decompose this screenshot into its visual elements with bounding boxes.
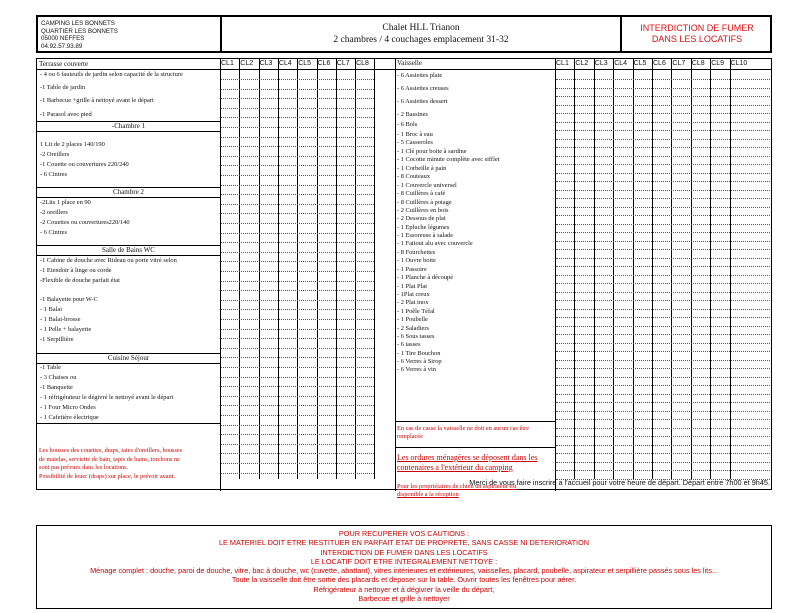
check-row: [556, 164, 770, 165]
check-row: [221, 367, 374, 368]
check-row: [221, 386, 374, 387]
check-row: [556, 147, 770, 148]
dish-item: - 6 Verres à vin: [397, 366, 436, 373]
deposit-rule-line: Toute la vaisselle doit être sortie des placards et deposer sur la table. Ouvrir toutes les fenêtres pour aérer.: [231, 575, 577, 585]
column-header: CL7: [672, 60, 686, 67]
divider-line: [278, 59, 279, 479]
check-row: [556, 419, 770, 420]
chalet-name: Chalet HLL Trianon: [382, 23, 460, 33]
check-row: [221, 261, 374, 262]
inventory-item: - 1 réfrigérateur le dégivré le nettoyé avant le départ: [40, 394, 174, 401]
inventory-item: -1 Barbecue +grille à nettoyé avant le départ: [40, 97, 154, 104]
section-heading: Vaisselle: [397, 59, 422, 67]
column-header: CL5: [298, 60, 312, 67]
check-row: [556, 360, 770, 361]
deposit-rule-line: Barbecue et grille à nettoyer: [358, 594, 450, 604]
linen-note: de matelas, serviette de bain, tapis de bains, torchons ne: [39, 455, 180, 463]
check-row: [221, 453, 374, 454]
check-row: [556, 156, 770, 157]
check-row: [221, 463, 374, 464]
check-row: [221, 338, 374, 339]
dish-item: - 6 tasses: [397, 341, 421, 348]
check-row: [556, 113, 770, 114]
dish-item: - 1 Broc à eau: [397, 131, 433, 138]
inventory-item: -2Lits 1 place en 90: [40, 199, 91, 206]
check-row: [221, 89, 374, 90]
column-header: CL9: [711, 60, 725, 67]
inventory-item: - 4 ou 6 fauteuils de jardin selon capacité de la structure: [40, 71, 183, 78]
column-header: CL2: [240, 60, 254, 67]
column-header: CL4: [278, 60, 292, 67]
inventory-item: - 3 Chaises ou: [40, 374, 77, 381]
check-row: [556, 190, 770, 191]
check-row: [221, 319, 374, 320]
check-row: [556, 445, 770, 446]
inventory-item: -1 Parasol avec pied: [40, 111, 92, 118]
inventory-item: -1 Cabine de douche avec Rideau ou porte vitré selon: [40, 257, 177, 264]
inventory-item: - 1 Four Micro Ondes: [40, 404, 96, 411]
dish-item: - 1 Cocotte minute complète avec sifflet: [397, 156, 500, 163]
check-row: [556, 224, 770, 225]
inventory-item: -1 Etendoir à linge ou corde: [40, 267, 112, 274]
deposit-rule-line: LE MATERIEL DOIT ETRE RESTITUER EN PARFAIT ETAT DE PROPRETE, SANS CASSE NI DETERIORATION: [218, 538, 590, 548]
dish-item: - 6 Sous tasses: [397, 333, 435, 340]
dish-item: - 2 Plat inox: [397, 299, 429, 306]
dish-item: - 1 Tire Bouchon: [397, 350, 441, 357]
divider-line: [37, 423, 220, 424]
inventory-item: - 1 Pelle + balayette: [40, 326, 92, 333]
dish-item: - 8 Couteaux: [397, 173, 431, 180]
dish-item: - 6 Verres à Sirop: [397, 358, 442, 365]
deposit-rule-line: Ménage complet : douche, paroi de douche, vitre, bac à douche, wc (cuvette, abattant), vitres intérieures et extérieures, vaisselles, placard, poubelle, aspirateur et serpillière passés sous les lits...: [90, 566, 718, 576]
inventory-item: -1 Couette ou couvertures 220/240: [40, 161, 129, 168]
check-row: [556, 436, 770, 437]
dish-item: - 1 Epluche légumes: [397, 224, 450, 231]
check-row: [556, 249, 770, 250]
check-row: [556, 122, 770, 123]
inventory-item: -1 Banquette: [40, 384, 73, 391]
deposit-rule-line: POUR RECUPERER VOS CAUTIONS :: [338, 529, 470, 538]
inventory-item: -2 Couettes ou couvertures220/140: [40, 219, 130, 226]
divider-line: [37, 187, 220, 188]
check-row: [556, 317, 770, 318]
divider-line: [37, 131, 220, 132]
check-row: [556, 275, 770, 276]
camping-name: CAMPING LES BONNETS: [41, 20, 115, 27]
deposit-rule-line: Réfrigérateur à nettoyer et à dégivrer la veille du départ,: [313, 584, 495, 594]
column-header: CL2: [575, 60, 589, 67]
chalet-subtitle: 2 chambres / 4 couchages emplacement 31-32: [333, 35, 509, 45]
chalet-title: [222, 22, 620, 46]
inventory-item: -1 Table de jardin: [40, 84, 86, 91]
divider-line: [239, 59, 240, 479]
column-header: CL6: [317, 60, 331, 67]
check-row: [221, 127, 374, 128]
inventory-item: - 1 Balai: [40, 306, 63, 313]
divider-line: [37, 363, 220, 364]
section-heading: Cuisine Séjour: [107, 354, 150, 362]
no-smoking-line: INTERDICTION DE FUMER: [640, 23, 754, 33]
camping-postal: 05000 NEFFES: [41, 35, 85, 42]
check-row: [556, 334, 770, 335]
deposit-rule-line: INTERDICTION DE FUMER DANS LES LOCATIFS: [320, 547, 488, 557]
check-row: [221, 348, 374, 349]
check-row: [221, 434, 374, 435]
divider-line: [37, 69, 771, 70]
section-heading: -Chambre 1: [111, 122, 146, 130]
divider-line: [374, 59, 375, 479]
check-row: [221, 329, 374, 330]
check-row: [221, 444, 374, 445]
check-row: [221, 377, 374, 378]
check-row: [221, 213, 374, 214]
check-row: [221, 146, 374, 147]
dish-item: - 1 Essoreuse à salade: [397, 232, 454, 239]
check-row: [556, 130, 770, 131]
divider-line: [37, 121, 220, 122]
check-row: [556, 96, 770, 97]
inventory-item: -1 Table: [40, 364, 61, 371]
inventory-item: 1 Lit de 2 places 140/190: [40, 141, 105, 148]
dish-item: - 2 Bassines: [397, 111, 428, 118]
column-header: CL10: [730, 60, 748, 67]
check-row: [556, 181, 770, 182]
check-row: [556, 402, 770, 403]
check-row: [556, 309, 770, 310]
check-row: [221, 137, 374, 138]
check-row: [556, 88, 770, 89]
dish-item: - 6 Assiettes dessert: [397, 98, 448, 105]
dish-item: - 1 Plat Plat: [397, 283, 427, 290]
check-row: [556, 326, 770, 327]
column-header: CL1: [556, 60, 569, 67]
check-row: [556, 462, 770, 463]
divider-line: [220, 59, 221, 491]
dish-item: - 1 Planche à découpé: [397, 274, 454, 281]
dish-item: - 2 Dessous de plat: [397, 215, 446, 222]
waste-note: Les ordures ménagères se déposent dans les: [397, 453, 538, 462]
check-row: [556, 207, 770, 208]
deposit-rule-line: LE LOCATIF DOIT ETRE INTEGRALEMENT NETTOYE :: [310, 556, 498, 566]
check-row: [556, 292, 770, 293]
check-row: [556, 428, 770, 429]
section-heading: Salle de Bains WC: [102, 246, 155, 254]
column-header: CL8: [356, 60, 369, 67]
camping-quartier: QUARTIER LES BONNETS: [41, 27, 118, 35]
dish-item: - 1 Poubelle: [397, 316, 428, 323]
column-header: CL4: [614, 60, 628, 67]
check-row: [221, 223, 374, 224]
check-row: [556, 377, 770, 378]
check-row: [221, 252, 374, 253]
departure-notice: Merci de vous faire inscrire a l'accueil pour votre heure de départ. Départ entre 7h00 et 9h45.: [469, 478, 770, 487]
check-row: [556, 368, 770, 369]
linen-note: Les housses des couettes, draps, taies d'oreillers, housses: [39, 447, 183, 454]
check-row: [556, 283, 770, 284]
inventory-item: -Flexible de douche parfait état: [40, 277, 120, 284]
check-row: [556, 198, 770, 199]
inventory-item: - 1 Balai-brosse: [40, 316, 81, 323]
check-row: [221, 271, 374, 272]
inventory-item: -1 Serpillière: [40, 336, 74, 343]
divider-line: [37, 197, 220, 198]
divider-line: [297, 59, 298, 479]
check-row: [221, 290, 374, 291]
linen-note: sont pas prévues dans les locations.: [39, 464, 129, 471]
check-row: [556, 79, 770, 80]
section-heading: Chambre 2: [113, 188, 144, 196]
broken-dishes-note: En cas de casse la vaisselle ne doit en aucun cas être: [397, 425, 530, 432]
camping-address: [41, 20, 118, 50]
check-row: [556, 266, 770, 267]
camping-phone: 04.92.57.93.89: [41, 42, 83, 50]
dish-item: - 2 Cuillères en bois: [397, 207, 449, 214]
deposit-rules: [36, 525, 772, 609]
inventory-item: - 6 Cintres: [40, 171, 67, 178]
check-row: [221, 425, 374, 426]
dish-item: - 8 Cuillères à potage: [397, 199, 452, 206]
broken-dishes-note: remplacée: [397, 433, 423, 440]
check-row: [556, 232, 770, 233]
inventory-table: [36, 58, 772, 498]
column-header: CL8: [691, 60, 705, 67]
divider-line: [395, 59, 396, 491]
check-row: [221, 79, 374, 80]
inventory-item: -1 Balayette pour W-C: [40, 296, 98, 303]
dog-owner-note: disponible a la réception: [397, 491, 459, 498]
divider-line: [37, 255, 220, 256]
check-row: [556, 343, 770, 344]
inventory-item: - 6 Cintres: [40, 229, 67, 236]
divider-line: [37, 353, 220, 354]
header-box: [36, 15, 772, 53]
inventory-item: -2 Oreillers: [40, 151, 70, 158]
dish-item: - 1 Ouvre boite: [397, 257, 436, 264]
dish-item: - 8 Cuillères à café: [397, 190, 446, 197]
waste-note: contenaires a l'extérieur du camping: [397, 463, 513, 472]
check-row: [556, 258, 770, 259]
check-row: [221, 156, 374, 157]
dish-item: - 1Plat creux: [397, 291, 430, 298]
dish-item: - 6 Bols: [397, 121, 418, 128]
dish-item: - 6 Assiettes creuses: [397, 85, 449, 92]
divider-line: [37, 245, 220, 246]
check-row: [556, 351, 770, 352]
check-row: [221, 415, 374, 416]
no-smoking-line: DANS LES LOCATIFS: [651, 34, 743, 44]
section-heading: Terrasse couverte: [39, 60, 89, 68]
linen-note: Possibilité de louer (draps) sur place, le prévoir avant.: [39, 472, 176, 480]
check-row: [556, 394, 770, 395]
inventory-item: -2 oreillers: [40, 209, 68, 216]
check-row: [221, 185, 374, 186]
dish-item: - 5 Casseroles: [397, 139, 433, 146]
dish-item: - 1 Corbeille à pain: [397, 165, 447, 172]
check-row: [221, 108, 374, 109]
check-row: [221, 309, 374, 310]
check-row: [221, 204, 374, 205]
column-header: CL1: [221, 60, 234, 67]
check-row: [221, 98, 374, 99]
divider-line: [395, 421, 555, 422]
dish-item: - 1 Faitout alu avec couvercle: [397, 240, 473, 247]
check-row: [556, 173, 770, 174]
column-header: CL3: [259, 60, 273, 67]
dish-item: - 8 Fourchettes: [397, 249, 436, 256]
column-header: CL3: [594, 60, 608, 67]
divider-line: [317, 59, 318, 479]
check-row: [221, 357, 374, 358]
column-header: CL7: [336, 60, 350, 67]
dish-item: - 2 Saladiers: [397, 325, 429, 332]
check-row: [556, 105, 770, 106]
divider-line: [395, 447, 555, 448]
check-row: [221, 194, 374, 195]
check-row: [556, 453, 770, 454]
column-header: CL6: [653, 60, 666, 67]
check-row: [556, 215, 770, 216]
dog-owner-note: Pour les propriétaires de chien un aspirateur est: [397, 483, 517, 490]
check-row: [221, 175, 374, 176]
dish-item: - 1 Passoire: [397, 266, 427, 273]
divider-line: [336, 59, 337, 479]
check-row: [556, 139, 770, 140]
dish-item: - 1 Couvercle universel: [397, 182, 457, 189]
check-row: [556, 411, 770, 412]
no-smoking-notice: [622, 23, 772, 45]
check-row: [556, 241, 770, 242]
divider-line: [355, 59, 356, 479]
check-row: [556, 385, 770, 386]
column-header: CL5: [633, 60, 647, 67]
check-row: [556, 300, 770, 301]
check-row: [221, 117, 374, 118]
check-row: [221, 281, 374, 282]
check-row: [221, 165, 374, 166]
dish-item: - 1 Clé pour boite à sardine: [397, 148, 467, 155]
divider-line: [259, 59, 260, 479]
check-row: [221, 300, 374, 301]
check-row: [221, 233, 374, 234]
check-row: [221, 242, 374, 243]
dish-item: - 1 Poêle Téfal: [397, 308, 435, 315]
inventory-item: - 1 Cafetière électrique: [40, 414, 99, 421]
check-row: [221, 473, 374, 474]
check-row: [556, 470, 770, 471]
check-row: [221, 405, 374, 406]
check-row: [221, 396, 374, 397]
dish-item: - 6 Assiettes plate: [397, 72, 443, 79]
